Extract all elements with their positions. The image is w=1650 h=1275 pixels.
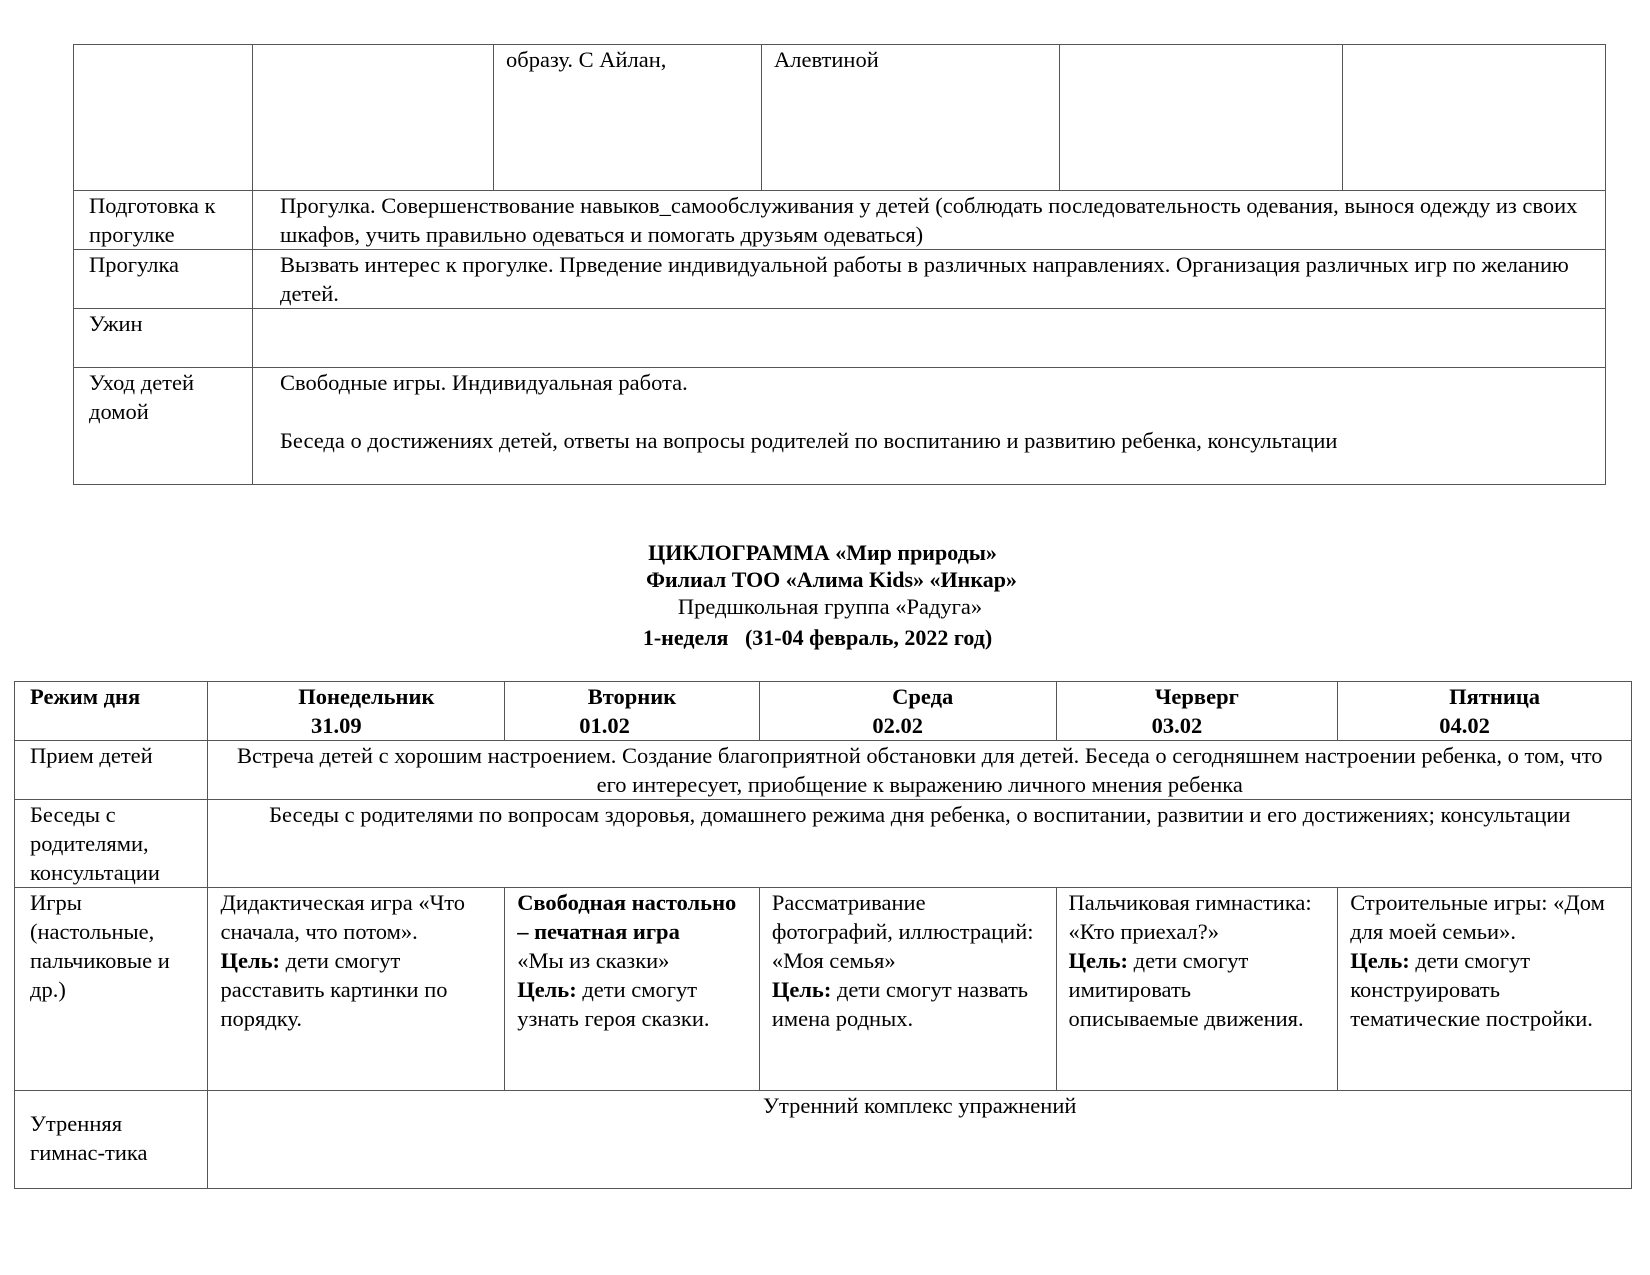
row-label: Прогулка <box>74 250 253 309</box>
table-row <box>74 191 1606 250</box>
table-cell <box>253 45 494 191</box>
table-cell <box>494 45 762 191</box>
header-regime: Режим дня <box>15 682 208 741</box>
row-text <box>253 309 1606 368</box>
table-cell <box>1060 45 1343 191</box>
table-row <box>15 800 1632 888</box>
row-label: Утренняя гимнас-тика <box>15 1091 208 1189</box>
table-row <box>15 741 1632 800</box>
row-text: Утренний комплекс упражнений <box>208 1091 1632 1189</box>
table-row <box>74 368 1606 485</box>
cyclogram-title: ЦИКЛОГРАММА «Мир природы» <box>648 540 997 565</box>
cell-text: образу. С Айлан, <box>506 47 667 72</box>
cyclogram-table <box>14 681 1632 1189</box>
row-label: Прием детей <box>15 741 208 800</box>
header-day: Черверг 03.02 <box>1056 682 1338 741</box>
table-row <box>74 309 1606 368</box>
row-text-cell <box>253 368 1606 485</box>
game-cell-tuesday: Свободная настольно – печатная игра «Мы из сказки» Цель: дети смогут узнать героя сказки. <box>505 888 760 1091</box>
table-cell <box>74 45 253 191</box>
row-text: Беседы с родителями по вопросам здоровья, домашнего режима дня ребенка, о воспитании, развитии и его достижениях; консультации <box>208 800 1632 888</box>
branch-name: Филиал ТОО «Алима Kids» «Инкар» <box>646 567 1017 592</box>
row-text: Прогулка. Совершенствование навыков_самообслуживания у детей (соблюдать последовательность одевания, вынося одежду из своих шкафов, учить правильно одеваться и помогать друзьям одеваться) <box>253 191 1606 250</box>
row-label: Беседы с родителями, консультации <box>15 800 208 888</box>
schedule-table-continued <box>73 44 1606 485</box>
table-row <box>74 45 1606 191</box>
header-day: Пятница 04.02 <box>1338 682 1632 741</box>
header-day: Среда 02.02 <box>759 682 1056 741</box>
cell-text: Алевтиной <box>774 47 879 72</box>
row-text: Вызвать интерес к прогулке. Прведение индивидуальной работы в различных направлениях. Организация различных игр по желанию детей. <box>253 250 1606 309</box>
row-text: Свободные игры. Индивидуальная работа. <box>280 370 688 395</box>
header-day: Понедельник 31.09 <box>208 682 505 741</box>
week-range: 1-неделя (31-04 февраль, 2022 год) <box>642 625 993 650</box>
row-text: Встреча детей с хорошим настроением. Создание благоприятной обстановки для детей. Беседа о сегодняшнем настроении ребенка, о том, что его интересует, приобщение к выражению личного мнения ребенка <box>208 741 1632 800</box>
game-cell-friday: Строительные игры: «Дом для моей семьи». Цель: дети смогут конструировать тематические постройки. <box>1338 888 1632 1091</box>
row-label: Подготовка к прогулке <box>74 191 253 250</box>
table-row <box>74 250 1606 309</box>
table-row <box>15 1091 1632 1189</box>
table-header-row <box>15 682 1632 741</box>
header-day: Вторник 01.02 <box>505 682 760 741</box>
document-heading <box>0 539 1650 651</box>
row-text: Беседа о достижениях детей, ответы на вопросы родителей по воспитанию и развитию ребенка, консультации <box>280 428 1338 453</box>
table-row <box>15 888 1632 1091</box>
row-label: Уход детей домой <box>74 368 253 485</box>
table-cell <box>1343 45 1606 191</box>
game-cell-wednesday: Рассматривание фотографий, иллюстраций: «Моя семья» Цель: дети смогут назвать имена родных. <box>759 888 1056 1091</box>
row-label: Игры (настольные, пальчиковые и др.) <box>15 888 208 1091</box>
game-cell-monday: Дидактическая игра «Что сначала, что потом». Цель: дети смогут расставить картинки по порядку. <box>208 888 505 1091</box>
game-cell-thursday: Пальчиковая гимнастика: «Кто приехал?» Цель: дети смогут имитировать описываемые движения. <box>1056 888 1338 1091</box>
table-cell <box>762 45 1060 191</box>
group-name: Предшкольная группа «Радуга» <box>677 594 983 619</box>
row-label: Ужин <box>74 309 253 368</box>
